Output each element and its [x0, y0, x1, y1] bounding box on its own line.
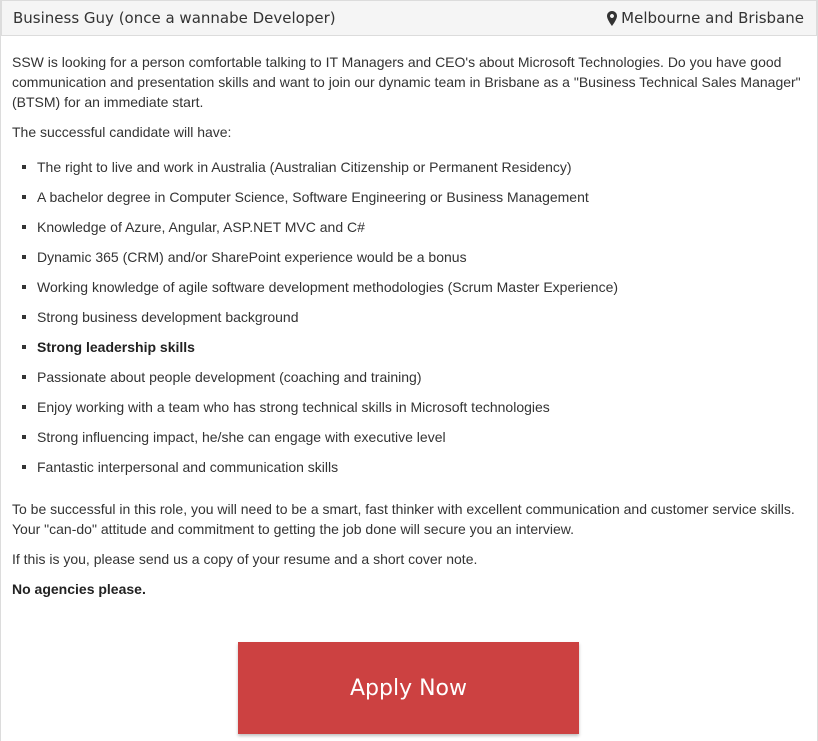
- list-item: Enjoy working with a team who has strong technical skills in Microsoft technologies: [12, 397, 805, 427]
- list-item: Strong influencing impact, he/she can engage with executive level: [12, 427, 805, 457]
- list-item: Knowledge of Azure, Angular, ASP.NET MVC and C#: [12, 217, 805, 247]
- list-item: Working knowledge of agile software development methodologies (Scrum Master Experience): [12, 277, 805, 307]
- list-item: Fantastic interpersonal and communication skills: [12, 457, 805, 487]
- no-agencies-note: No agencies please.: [12, 581, 146, 597]
- intro-paragraph: SSW is looking for a person comfortable talking to IT Managers and CEO's about Microsoft Technologies. Do you have good communication and presentation skills and want to join our dynamic team in Brisbane as a "Business Technical Sales Manager" (BTSM) for an immediate start.: [12, 54, 801, 110]
- requirements-list: [12, 157, 805, 487]
- map-marker-icon: [607, 11, 617, 26]
- list-item: A bachelor degree in Computer Science, Software Engineering or Business Management: [12, 187, 805, 217]
- apply-paragraph: If this is you, please send us a copy of your resume and a short cover note.: [12, 551, 478, 567]
- apply-now-button[interactable]: Apply Now: [238, 642, 579, 734]
- job-description: [1, 36, 817, 599]
- list-item: Strong leadership skills: [12, 337, 805, 367]
- list-item: Passionate about people development (coaching and training): [12, 367, 805, 397]
- list-item: Dynamic 365 (CRM) and/or SharePoint experience would be a bonus: [12, 247, 805, 277]
- apply-container: [238, 642, 579, 734]
- list-item: The right to live and work in Australia (Australian Citizenship or Permanent Residency): [12, 157, 805, 187]
- success-paragraph: To be successful in this role, you will need to be a smart, fast thinker with excellent communication and customer service skills. Your "can-do" attitude and commitment to getting the job done will secure you an interview.: [12, 501, 795, 537]
- requirements-heading: The successful candidate will have:: [12, 124, 232, 140]
- job-location: [607, 9, 804, 27]
- job-title: Business Guy (once a wannabe Developer): [13, 9, 336, 27]
- list-item: Strong business development background: [12, 307, 805, 337]
- job-header: [1, 0, 817, 36]
- location-label: Melbourne and Brisbane: [621, 9, 804, 27]
